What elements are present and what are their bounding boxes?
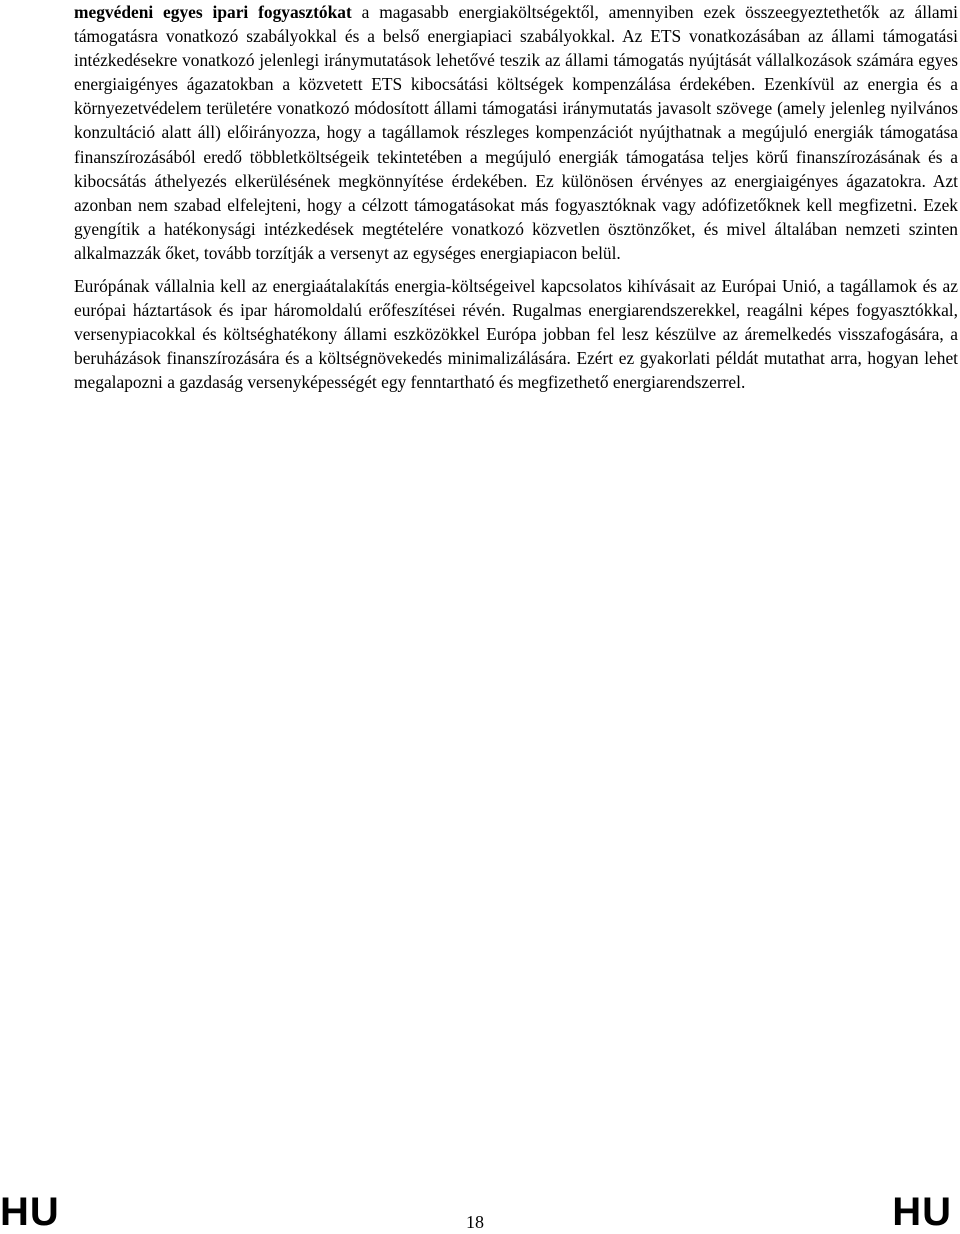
document-body (74, 0, 958, 395)
footer-language-code-left: HU (0, 1190, 60, 1234)
paragraph-1-text: a magasabb energiaköltségektől, amennyiben ezek összeegyeztethetők az állami támogatásra vonatkozó szabályokkal és a belső energiapiaci szabályokkal. Az ETS vonatkozásában az állami támogatási intézkedésekre vonatkozó jelenlegi iránymutatások lehetővé teszik az állami támogatás nyújtását vállalkozások számára egyes energiaigényes ágazatokban a közvetett ETS kibocsátási költségek kompenzálása érdekében. Ezenkívül az energia és a környezetvédelem területére vonatkozó módosított állami támogatási iránymutatás javasolt szövege (amely jelenleg nyilvános konzultáció alatt áll) előirányozza, hogy a tagállamok részleges kompenzációt nyújthatnak a megújuló energiák támogatása finanszírozásából eredő többletköltségeik tekintetében a megújuló energiák támogatása teljes körű finanszírozásának és a kibocsátás áthelyezés elkerülésének megkönnyítése érdekében. Ez különösen érvényes az energiaigényes ágazatokra. Azt azonban nem szabad elfelejteni, hogy a célzott támogatásokat más fogyasztóknak vagy adófizetőknek kell megfizetni. Ezek gyengítik a hatékonysági intézkedések megtételére vonatkozó közvetlen ösztönzőket, és mivel általában nemzeti szinten alkalmazzák őket, tovább torzítják a versenyt az egységes energiapiacon belül. (74, 2, 958, 263)
paragraph-2 (74, 274, 958, 394)
paragraph-1-bold-lead: megvédeni egyes ipari fogyasztókat (74, 2, 352, 22)
paragraph-2-text: Európának vállalnia kell az energiaátalakítás energia-költségeivel kapcsolatos kihívásait az Európai Unió, a tagállamok és az európai háztartások és ipar háromoldalú erőfeszítései révén. Rugalmas energiarendszerekkel, reagálni képes fogyasztókkal, versenypiacokkal és költséghatékony állami eszközökkel Európa jobban fel lesz készülve az áremelkedés visszafogására, a beruházások finanszírozására és a költségnövekedés minimalizálására. Ezért ez gyakorlati példát mutathat arra, hogyan lehet megalapozni a gazdaság versenyképességét egy fenntartható és megfizethető energiarendszerrel. (74, 276, 958, 393)
paragraph-1 (74, 0, 958, 265)
page-number: 18 (466, 1212, 484, 1232)
footer-language-code-right: HU (892, 1190, 952, 1234)
